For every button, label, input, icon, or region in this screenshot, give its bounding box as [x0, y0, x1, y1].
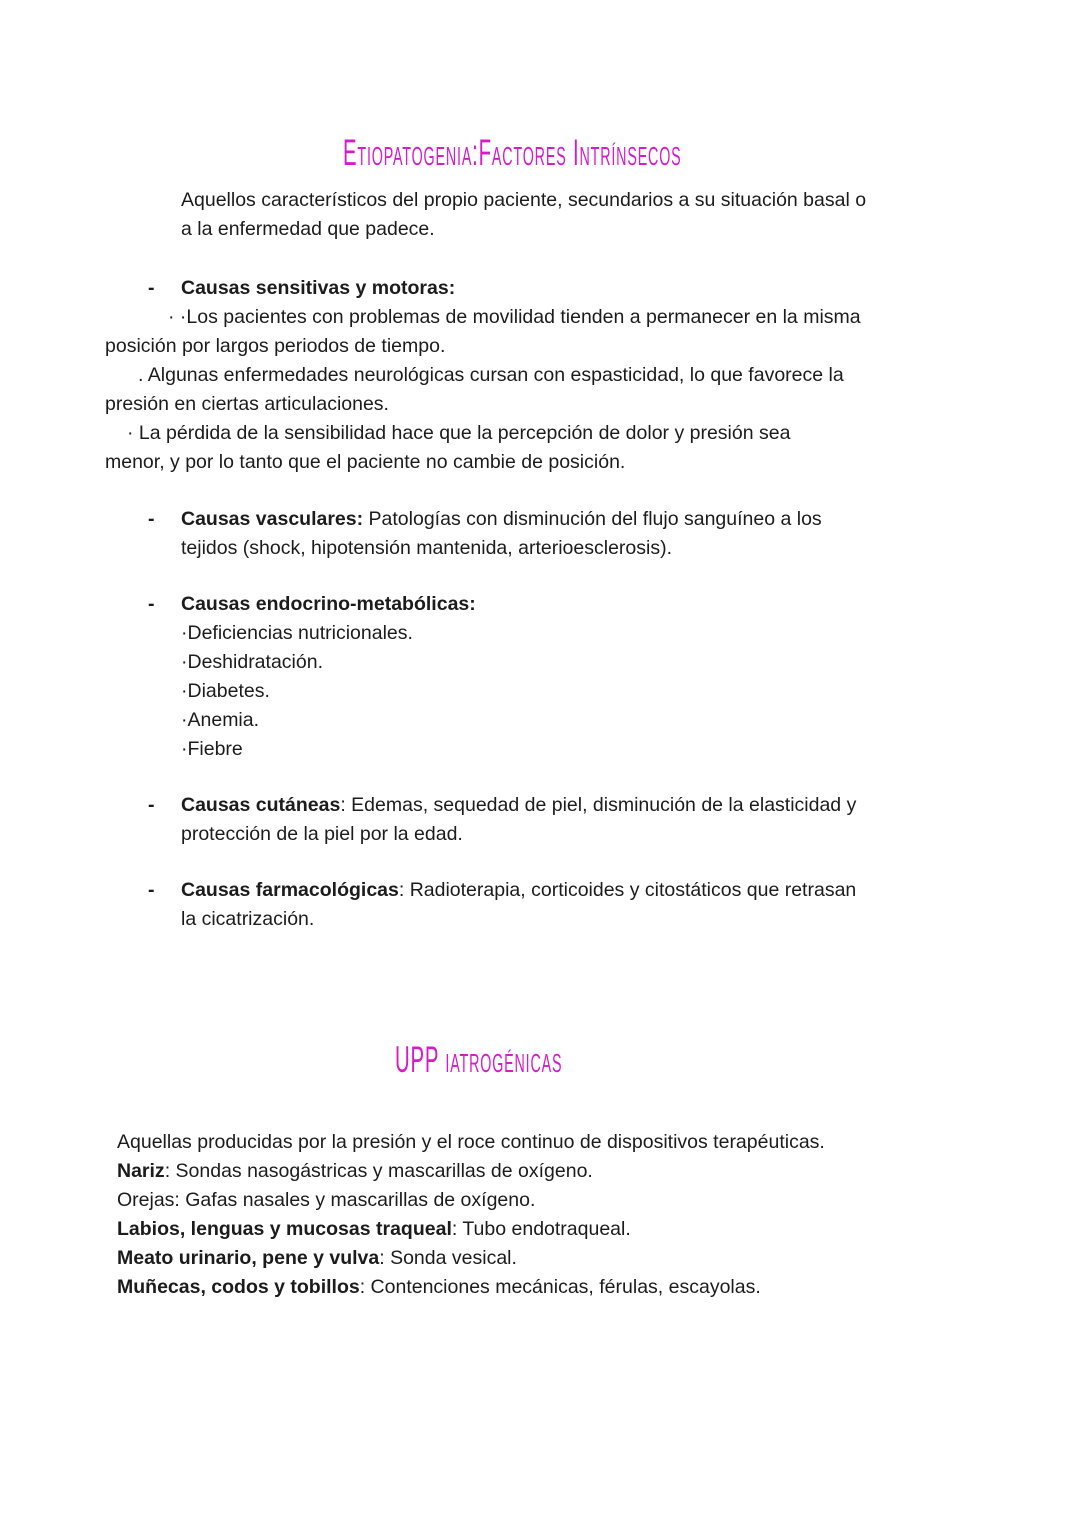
text-line: · La pérdida de la sensibilidad hace que la percepción de dolor y presión sea — [127, 422, 791, 444]
bullet-dash: - — [148, 277, 155, 299]
bullet-heading: Causas sensitivas y motoras: — [181, 277, 456, 299]
line-rest: : Sonda vesical. — [379, 1247, 517, 1269]
text-line: Aquellos característicos del propio paciente, secundarios a su situación basal o — [181, 189, 867, 211]
section-title-etiopatogenia-text: Etiopatogenia:Factores Intrínsecos — [343, 132, 682, 173]
text-line: menor, y por lo tanto que el paciente no cambie de posición. — [105, 451, 626, 473]
section-title-upp-iatrogenicas-text: UPP iatrogénicas — [395, 1039, 563, 1080]
bullet-causas-sensitivas — [0, 274, 1080, 303]
bullet-dash: - — [148, 879, 155, 901]
text-line: protección de la piel por la edad. — [181, 823, 463, 845]
bullet-causas-vasculares — [0, 505, 1080, 563]
bullet-heading: Causas endocrino-metabólicas: — [181, 593, 476, 615]
text-line: presión en ciertas articulaciones. — [105, 393, 389, 415]
text-line — [0, 1215, 1080, 1244]
sub-item: ·Diabetes. — [181, 680, 270, 702]
section-title-etiopatogenia — [0, 133, 1080, 173]
line-lead: Labios, lenguas y mucosas traqueal — [117, 1218, 452, 1240]
bullet-lead: Causas cutáneas — [181, 794, 341, 816]
text-line — [0, 1128, 1080, 1157]
text-line — [0, 1244, 1080, 1273]
line-rest: : Tubo endotraqueal. — [451, 1218, 631, 1240]
bullet-rest: : Radioterapia, corticoides y citostáticos que retrasan — [398, 879, 857, 901]
text-line — [0, 1186, 1080, 1215]
bullet-rest: Patologías con disminución del flujo sanguíneo a los — [363, 508, 822, 530]
line-rest: Orejas: Gafas nasales y mascarillas de oxígeno. — [117, 1189, 536, 1211]
line-lead: Meato urinario, pene y vulva — [117, 1247, 380, 1269]
line-rest: Aquellas producidas por la presión y el roce continuo de dispositivos terapéuticas. — [117, 1131, 825, 1153]
sensitivas-points — [0, 303, 1080, 477]
bullet-causas-farmacologicas — [0, 876, 1080, 934]
bullet-causas-cutaneas — [0, 791, 1080, 849]
text-line: tejidos (shock, hipotensión mantenida, arterioesclerosis). — [181, 537, 672, 559]
bullet-dash: - — [148, 794, 155, 816]
text-line: · ·Los pacientes con problemas de movilidad tienden a permanecer en la misma — [168, 306, 861, 328]
bullet-dash: - — [148, 508, 155, 530]
text-line — [0, 1157, 1080, 1186]
bullet-rest: : Edemas, sequedad de piel, disminución de la elasticidad y — [340, 794, 857, 816]
sub-item: ·Anemia. — [181, 709, 260, 731]
line-lead: Nariz — [117, 1160, 165, 1182]
line-rest: : Sondas nasogástricas y mascarillas de oxígeno. — [164, 1160, 593, 1182]
line-rest: : Contenciones mecánicas, férulas, escayolas. — [359, 1276, 761, 1298]
text-line: a la enfermedad que padece. — [181, 218, 435, 240]
iatrogenicas-paragraph — [0, 1128, 1080, 1302]
text-line: la cicatrización. — [181, 908, 315, 930]
text-line: posición por largos periodos de tiempo. — [105, 335, 446, 357]
bullet-lead: Causas farmacológicas — [181, 879, 399, 901]
text-line: . Algunas enfermedades neurológicas cursan con espasticidad, lo que favorece la — [138, 364, 844, 386]
intro-paragraph — [0, 186, 1080, 244]
line-lead: Muñecas, codos y tobillos — [117, 1276, 360, 1298]
sub-item: ·Deficiencias nutricionales. — [181, 622, 413, 644]
section-title-upp-iatrogenicas — [0, 1040, 1080, 1080]
sub-item: ·Fiebre — [181, 738, 243, 760]
bullet-causas-endocrino — [0, 590, 1080, 764]
sub-item: ·Deshidratación. — [181, 651, 323, 673]
text-line — [0, 1273, 1080, 1302]
bullet-dash: - — [148, 593, 155, 615]
bullet-lead: Causas vasculares: — [181, 508, 364, 530]
